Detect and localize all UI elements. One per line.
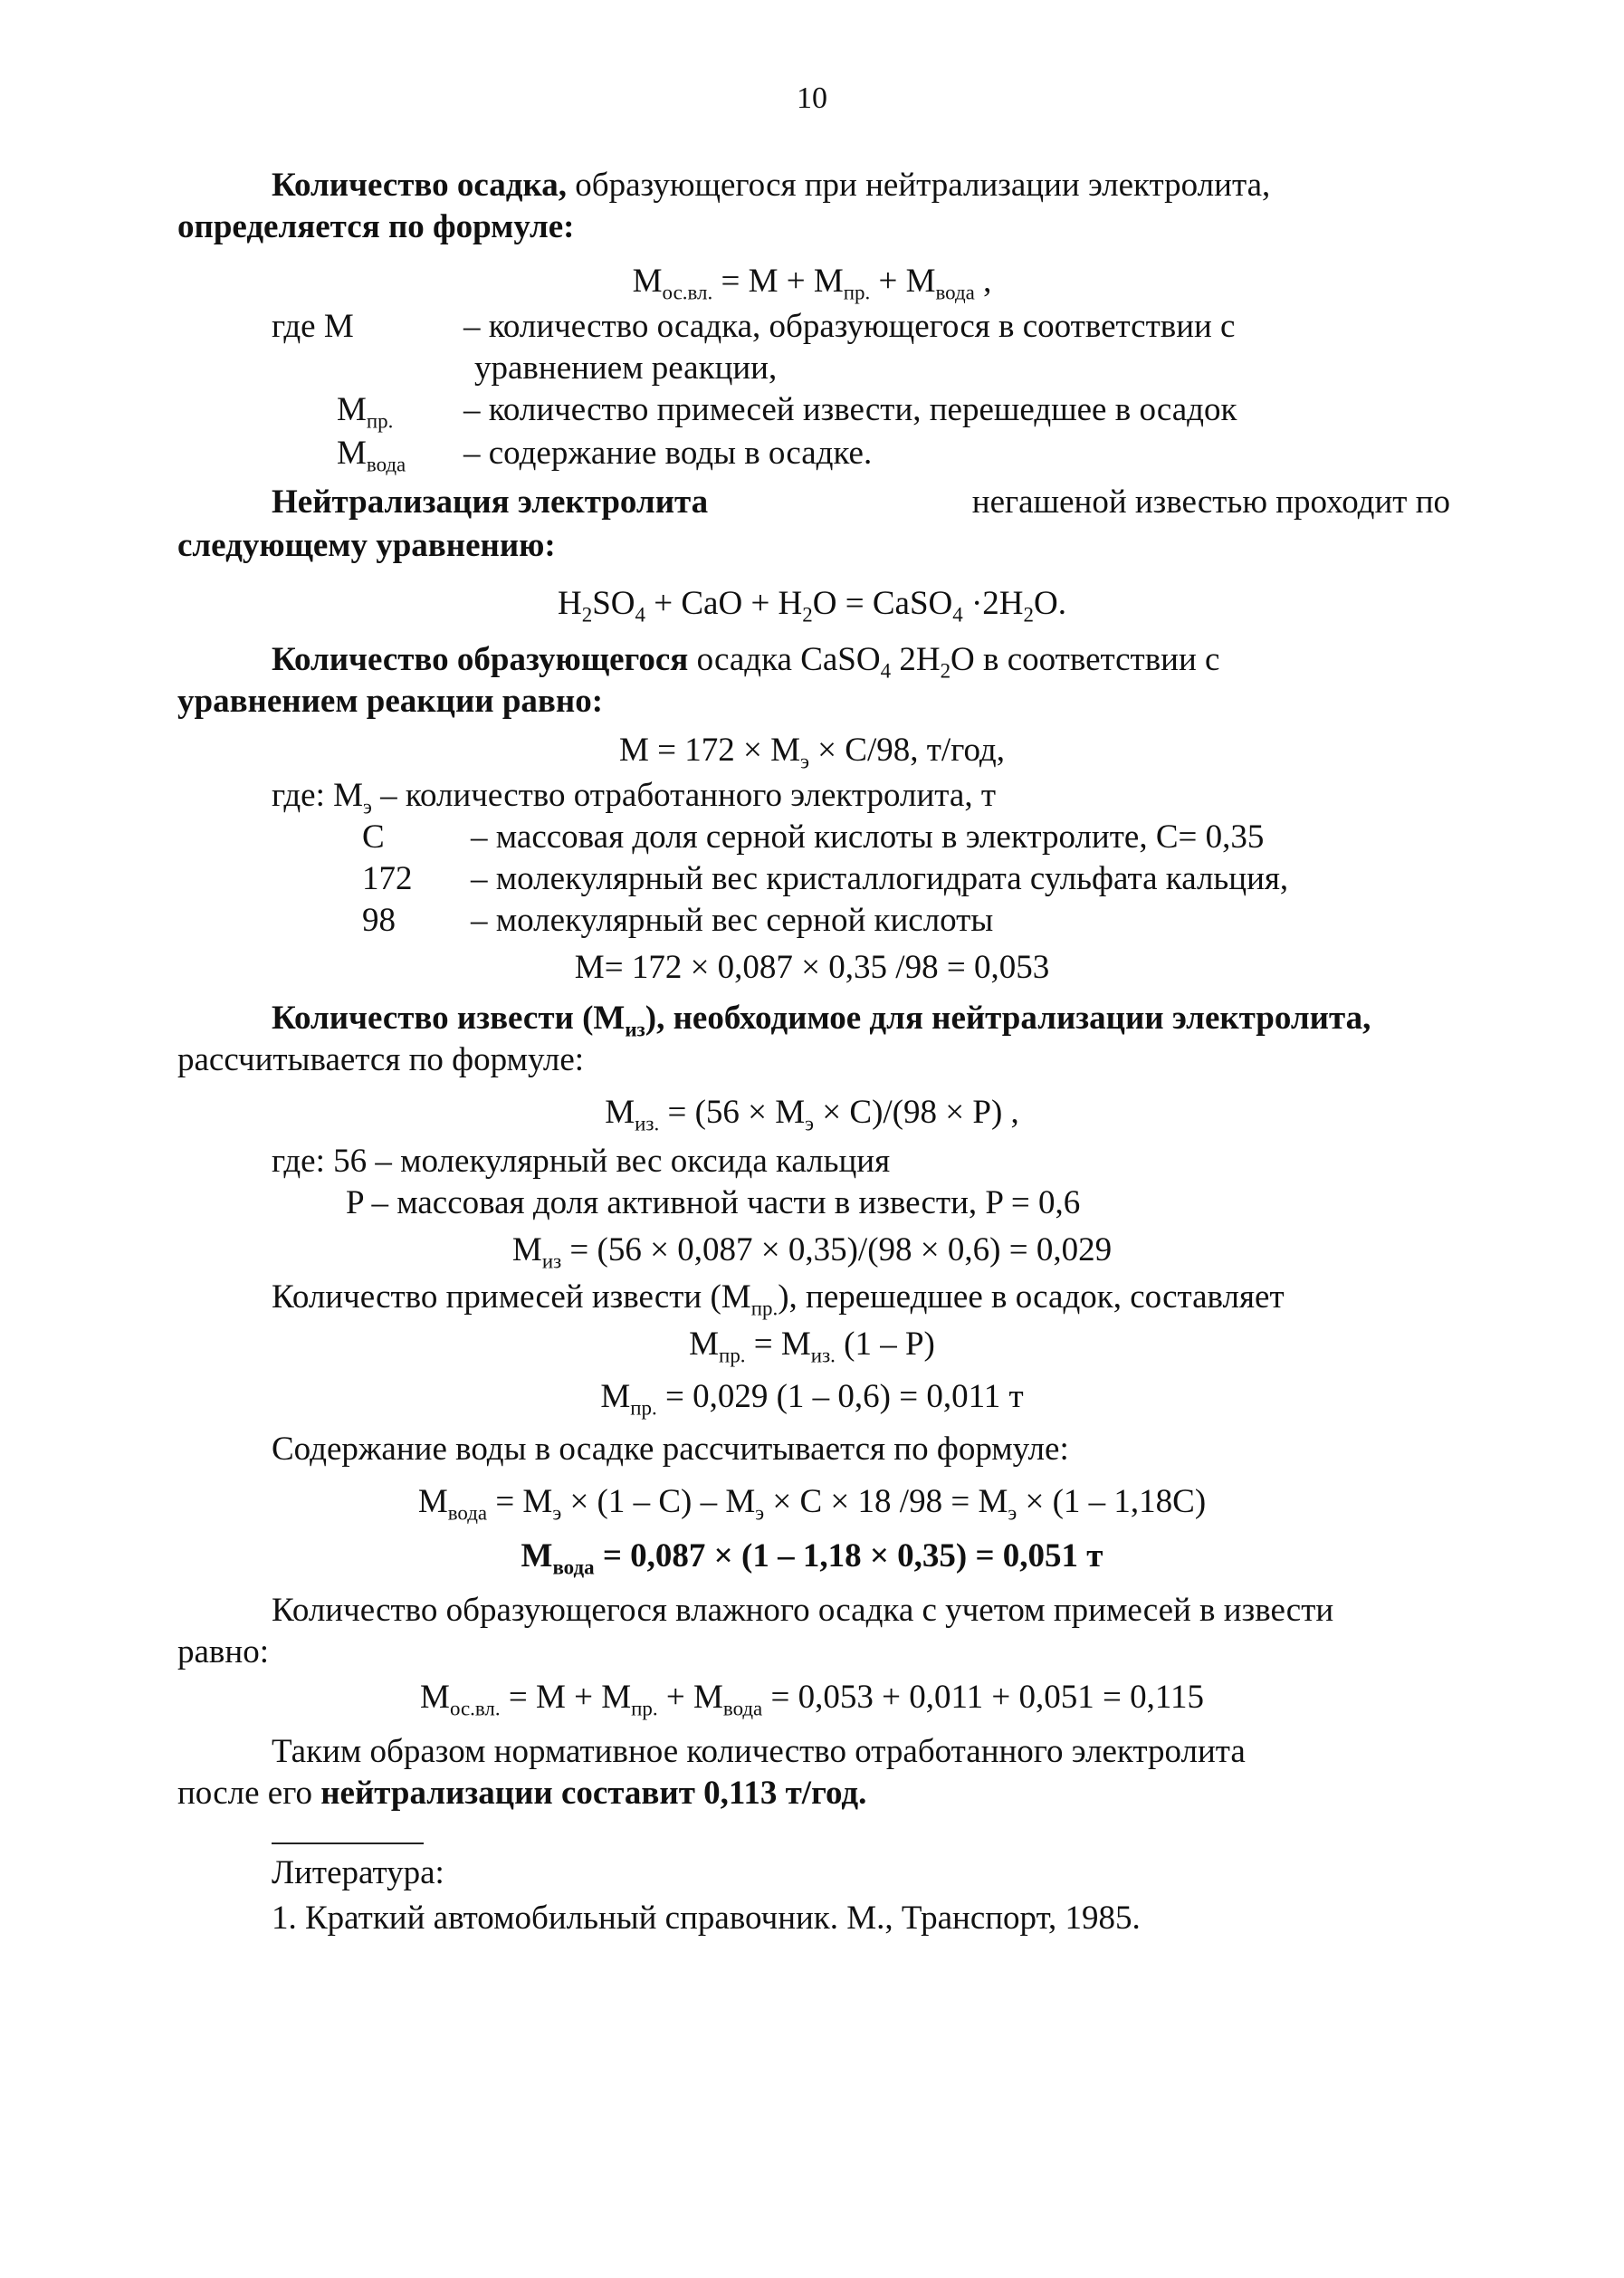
def2-text-C: – массовая доля серной кислоты в электролите, C= 0,35 — [471, 818, 1265, 856]
def2-symbol-172: 172 — [362, 860, 413, 897]
lime-line-2: рассчитывается по формуле: — [177, 1041, 585, 1078]
wet-line-1: Количество образующегося влажного осадка с учетом примесей в извести — [272, 1592, 1334, 1629]
formula-lime: $M_{из.} = (56 \times M_э \times C)/(98 \times P)$ , — [605, 1094, 1019, 1135]
literature-title: Литература: — [272, 1854, 444, 1891]
def3-line-P: P – массовая доля активной части в извести, P = 0,6 — [346, 1184, 1081, 1221]
conclusion-line-2: после его нейтрализации составит 0,113 т/год. — [177, 1775, 867, 1812]
formula-sediment-mass: $M = 172 \times M_э \times C/98$, т/год, — [619, 732, 1005, 773]
def-text-Mvoda: – содержание воды в осадке. — [463, 435, 873, 472]
neutral-line-2: следующему уравнению: — [177, 527, 556, 564]
neutral-line-1a: Нейтрализация электролита — [272, 483, 709, 521]
formula-wet-sediment: $M_{ос.вл.} = M + M_{пр.} + M_{вода}$ , — [632, 263, 992, 304]
formula-impurity: $M_{пр.} = M_{из.}$ (1 – P) — [689, 1326, 935, 1367]
intro-line-2: определяется по формуле: — [177, 208, 575, 245]
def3-line-56: где: 56 – молекулярный вес оксида кальция — [272, 1143, 891, 1180]
calc-water: $M_{вода} = 0,087 \times (1 - 1,18 \times 0,35) = 0,051$ т — [521, 1537, 1103, 1579]
def2-line-electrolyte: где: $M_э$ – количество отработанного электролита, т — [272, 777, 996, 818]
page-number: 10 — [797, 81, 827, 115]
wet-line-2: равно: — [177, 1633, 269, 1670]
lime-line-1: Количество извести $(M_{из})$, необходимое для нейтрализации электролита, — [272, 1000, 1371, 1041]
def2-text-172: – молекулярный вес кристаллогидрата сульфата кальция, — [471, 860, 1289, 897]
literature-item-1: 1. Краткий автомобильный справочник. М., Транспорт, 1985. — [272, 1900, 1141, 1937]
conclusion-line-1: Таким образом нормативное количество отработанного электролита — [272, 1733, 1246, 1770]
amount-line-1: Количество образующегося осадка CaSO$_4$ $2H_2O$ в соответствии с — [272, 641, 1220, 683]
neutral-line-1b: негашеной известью проходит по — [971, 483, 1450, 521]
intro-line-1: Количество осадка, образующегося при нейтрализации электролита, — [272, 167, 1271, 204]
amount-line-2: уравнением реакции равно: — [177, 683, 604, 720]
footnote-separator — [272, 1842, 424, 1844]
formula-water: $M_{вода} = M_э \times (1 - C) - M_э \times C \times 18$ $/98 = M_э \times (1 - 1,18C)$ — [417, 1483, 1207, 1525]
def-text-M: – количество осадка, образующегося в соответствии с — [463, 308, 1236, 345]
def2-symbol-98: 98 — [362, 902, 396, 939]
def-text-Mpr: – количество примесей извести, перешедшее в осадок — [463, 391, 1237, 428]
def-symbol-Mvoda: $M_{вода}$ — [337, 435, 406, 476]
def-text-M-cont: уравнением реакции, — [474, 349, 778, 387]
impurity-line: Количество примесей извести $(M_{пр.})$, перешедшее в осадок, составляет — [272, 1278, 1285, 1320]
def2-symbol-C: C — [362, 818, 385, 856]
calc-wet-sediment: $M_{ос.вл.} = M + M_{пр.} + M_{вода} = 0,053 + 0,011 + 0,051 = 0,115$ — [420, 1679, 1204, 1720]
calc-impurity: $M_{пр.} = 0,029$ (1 – 0,6) = 0,011 т — [600, 1378, 1024, 1420]
def-symbol-Mpr: $M_{пр.}$ — [337, 391, 394, 433]
calc-lime: $M_{из} = (56 \times 0,087 \times 0,35)/(98 \times 0,6) = 0,029$ — [511, 1231, 1113, 1273]
water-line: Содержание воды в осадке рассчитывается по формуле: — [272, 1431, 1069, 1468]
calc-sediment: M= 172 × 0,087 × 0,35 /98 = 0,053 — [574, 949, 1050, 986]
def-symbol-M: где M — [272, 308, 354, 345]
reaction-equation: $H_2SO_4$ + CaO + $H_2O$ = CaSO$_4$ $\cdot 2H_2O$. — [558, 585, 1066, 627]
def2-text-98: – молекулярный вес серной кислоты — [471, 902, 994, 939]
